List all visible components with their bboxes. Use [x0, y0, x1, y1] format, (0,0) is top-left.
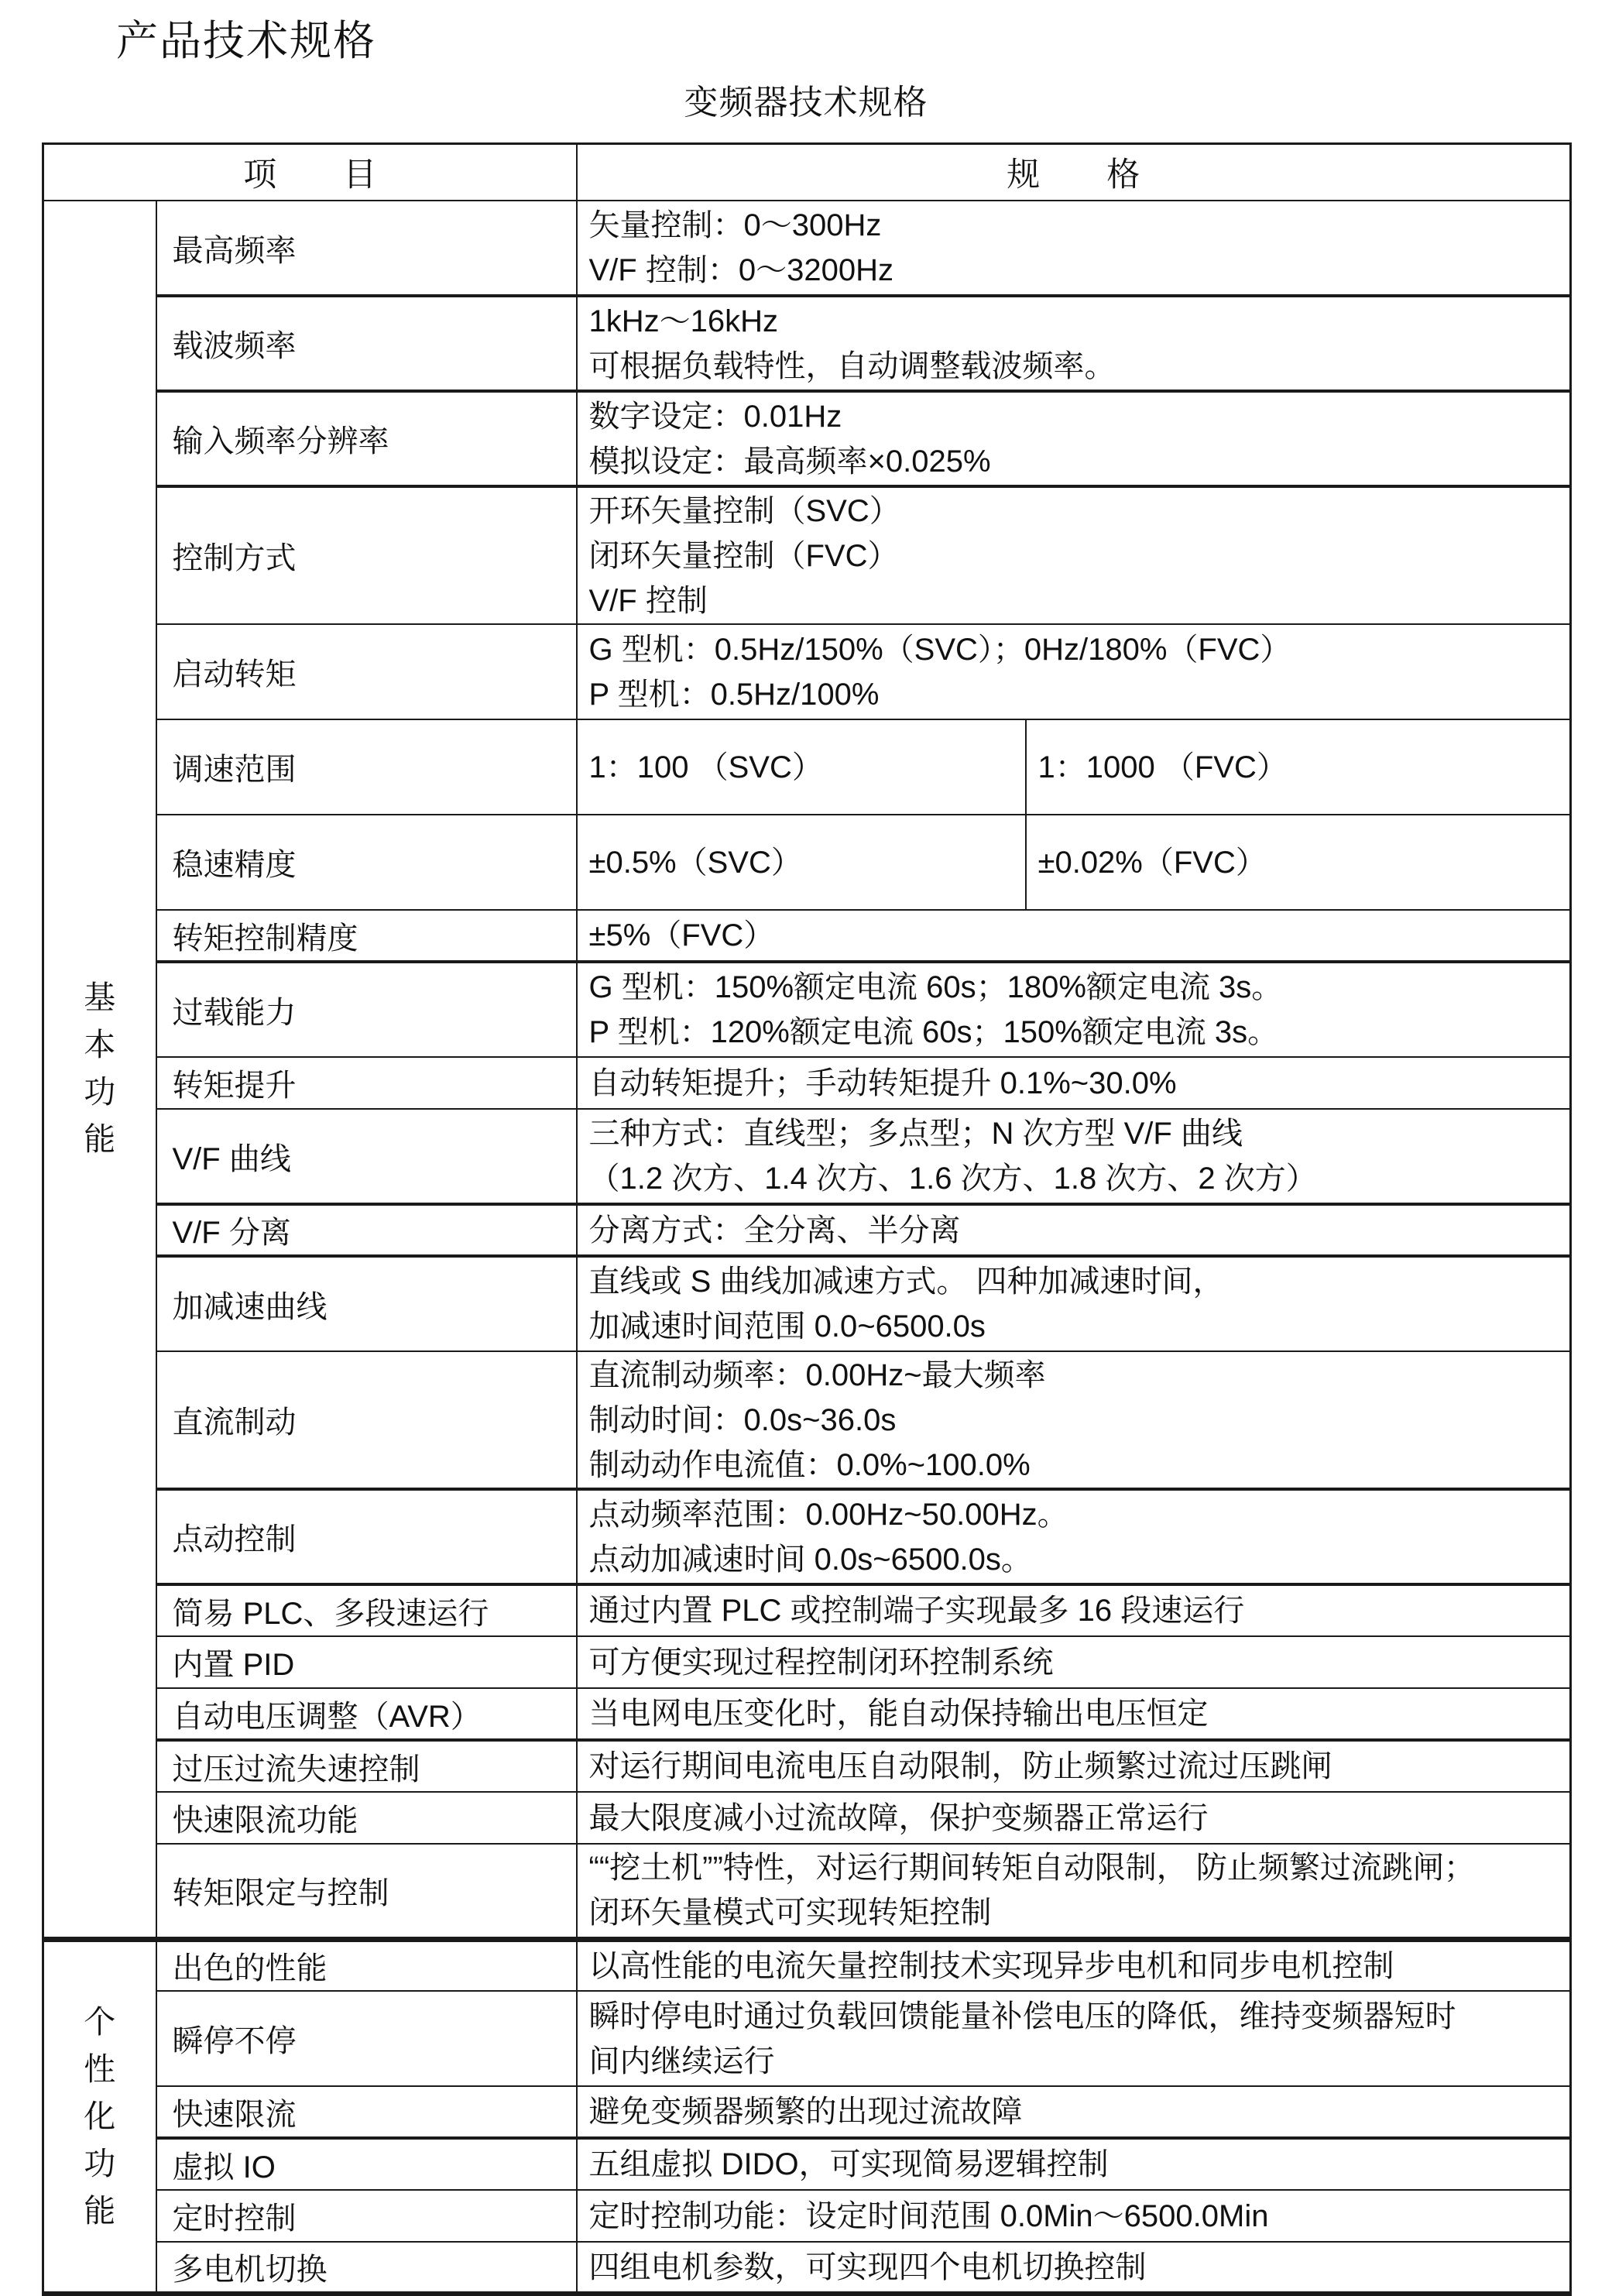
table-row [43, 2086, 1571, 2138]
table-row [43, 1256, 1571, 1351]
row-item-cell: 出色的性能 [156, 1939, 577, 1991]
row-spec-cell [577, 962, 1571, 1057]
spec-line: 加减速时间范围 0.0~6500.0s [588, 1309, 986, 1344]
table-row [43, 391, 1571, 486]
row-item-cell: 内置 PID [156, 1636, 577, 1688]
row-item-cell: 转矩提升 [156, 1057, 577, 1109]
group-label-char: 功 [84, 1074, 116, 1110]
spec-line: 五组虚拟 DIDO，可实现简易逻辑控制 [588, 2147, 1109, 2181]
spec-line: 当电网电压变化时，能自动保持输出电压恒定 [588, 1697, 1209, 1731]
table-row [43, 1204, 1571, 1256]
table-row [43, 1792, 1571, 1844]
spec-line: 矢量控制：0～300Hz [588, 208, 882, 242]
row-spec-cell [577, 1844, 1571, 1939]
table-body [43, 201, 1571, 2294]
row-spec-cell [577, 1204, 1571, 1256]
spec-line: 以高性能的电流矢量控制技术实现异步电机和同步电机控制 [588, 1948, 1394, 1983]
spec-line: 直线或 S 曲线加减速方式。 四种加减速时间， [588, 1265, 1224, 1299]
row-item-cell: 多电机切换 [156, 2242, 577, 2294]
spec-line: 避免变频器频繁的出现过流故障 [588, 2095, 1023, 2129]
table-row [43, 910, 1571, 962]
group-label-char: 化 [84, 2098, 116, 2134]
group-label-char: 性 [84, 2051, 116, 2087]
spec-line: 三种方式：直线型；多点型；N 次方型 V/F 曲线 [588, 1117, 1243, 1151]
spec-line: 瞬时停电时通过负载回馈能量补偿电压的降低，维持变频器短时 [588, 1999, 1456, 2033]
row-spec-cell [577, 815, 1026, 910]
spec-line: G 型机：0.5Hz/150%（SVC）；0Hz/180%（FVC） [588, 632, 1291, 667]
group-cell-basic-functions [43, 201, 156, 1939]
row-spec-cell [577, 2242, 1571, 2294]
row-spec-cell [577, 1584, 1571, 1636]
table-row [43, 962, 1571, 1057]
table-row [43, 1939, 1571, 1991]
spec-line: 1：100 （SVC） [588, 750, 823, 784]
row-item-cell: 启动转矩 [156, 624, 577, 719]
row-item-cell: 瞬停不停 [156, 1991, 577, 2086]
spec-line: 自动转矩提升；手动转矩提升 0.1%~30.0% [588, 1066, 1177, 1100]
spec-line: 开环矢量控制（SVC） [588, 493, 900, 528]
spec-line: 1：1000 （FVC） [1038, 750, 1288, 784]
row-spec-cell [577, 1057, 1571, 1109]
row-spec-cell [577, 2190, 1571, 2242]
spec-line: 对运行期间电流电压自动限制，防止频繁过流过压跳闸 [588, 1749, 1332, 1783]
row-spec-cell [577, 1991, 1571, 2086]
group-label-char: 本 [84, 1027, 116, 1063]
spec-line: 点动频率范围：0.00Hz~50.00Hz。 [588, 1497, 1068, 1532]
row-item-cell: 点动控制 [156, 1489, 577, 1584]
row-spec-cell [577, 1109, 1571, 1204]
row-spec-cell [577, 719, 1026, 815]
row-item-cell: 自动电压调整（AVR） [156, 1688, 577, 1740]
row-item-cell: 过载能力 [156, 962, 577, 1057]
spec-line: 制动动作电流值：0.0%~100.0% [588, 1447, 1031, 1482]
row-item-cell: 直流制动 [156, 1351, 577, 1489]
table-row [43, 1351, 1571, 1489]
row-spec-cell [577, 486, 1571, 624]
spec-line: 模拟设定：最高频率×0.025% [588, 444, 991, 479]
table-row [43, 1844, 1571, 1939]
table-row [43, 815, 1571, 910]
table-caption: 变频器技术规格 [684, 84, 928, 122]
spec-line: 分离方式：全分离、半分离 [588, 1213, 961, 1248]
row-item-cell: 过压过流失速控制 [156, 1740, 577, 1792]
row-spec-cell [577, 201, 1571, 296]
table-row [43, 1584, 1571, 1636]
table-row [43, 2138, 1571, 2190]
spec-line: ±5%（FVC） [588, 918, 775, 952]
spec-line: V/F 控制 [588, 583, 708, 618]
row-item-cell: 输入频率分辨率 [156, 391, 577, 486]
page-title: 产品技术规格 [116, 18, 376, 64]
group-label-char: 能 [84, 1121, 116, 1158]
table-header-row [43, 144, 1571, 201]
table-row [43, 1057, 1571, 1109]
row-item-cell: 调速范围 [156, 719, 577, 815]
header-item-cell: 项 目 [43, 144, 577, 201]
table-row [43, 296, 1571, 391]
spec-line: 可方便实现过程控制闭环控制系统 [588, 1645, 1054, 1680]
row-item-cell: 快速限流 [156, 2086, 577, 2138]
spec-line: 定时控制功能：设定时间范围 0.0Min～6500.0Min [588, 2198, 1269, 2233]
spec-line: V/F 控制：0～3200Hz [588, 253, 893, 287]
spec-line: 通过内置 PLC 或控制端子实现最多 16 段速运行 [588, 1594, 1245, 1628]
spec-line: G 型机：150%额定电流 60s；180%额定电流 3s。 [588, 970, 1283, 1004]
row-spec-cell [577, 1489, 1571, 1584]
group-label-char: 能 [84, 2192, 116, 2229]
row-spec-cell [1026, 719, 1571, 815]
row-spec-cell [577, 391, 1571, 486]
table-row [43, 719, 1571, 815]
row-spec-cell [577, 1939, 1571, 1991]
row-spec-cell [577, 910, 1571, 962]
row-item-cell: 简易 PLC、多段速运行 [156, 1584, 577, 1636]
spec-line: 四组电机参数，可实现四个电机切换控制 [588, 2250, 1147, 2284]
row-item-cell: 转矩控制精度 [156, 910, 577, 962]
row-spec-cell [577, 1636, 1571, 1688]
group-cell-personalized-functions [43, 1939, 156, 2294]
spec-line: 点动加减速时间 0.0s~6500.0s。 [588, 1542, 1032, 1577]
spec-line: ±0.5%（SVC） [588, 845, 802, 880]
table-row [43, 1636, 1571, 1688]
row-item-cell: 最高频率 [156, 201, 577, 296]
row-item-cell: 快速限流功能 [156, 1792, 577, 1844]
row-item-cell: 载波频率 [156, 296, 577, 391]
row-spec-cell [577, 1351, 1571, 1489]
row-item-cell: V/F 曲线 [156, 1109, 577, 1204]
row-item-cell: 加减速曲线 [156, 1256, 577, 1351]
spec-table [42, 142, 1572, 2296]
row-spec-cell [577, 624, 1571, 719]
row-spec-cell [577, 1256, 1571, 1351]
spec-line: 间内继续运行 [588, 2044, 775, 2078]
row-spec-cell [577, 1740, 1571, 1792]
table-row [43, 2242, 1571, 2294]
spec-line: （1.2 次方、1.4 次方、1.6 次方、1.8 次方、2 次方） [588, 1162, 1317, 1196]
spec-line: 闭环矢量模式可实现转矩控制 [588, 1896, 992, 1930]
table-row [43, 486, 1571, 624]
spec-line: 最大限度减小过流故障，保护变频器正常运行 [588, 1800, 1209, 1835]
row-spec-cell [577, 296, 1571, 391]
spec-line: 闭环矢量控制（FVC） [588, 538, 899, 573]
table-row [43, 624, 1571, 719]
group-label-char: 基 [84, 980, 116, 1016]
row-item-cell: 虚拟 IO [156, 2138, 577, 2190]
spec-line: P 型机：0.5Hz/100% [588, 677, 880, 712]
group-label-char: 个 [84, 2003, 116, 2040]
table-row [43, 1991, 1571, 2086]
spec-line: 制动时间：0.0s~36.0s [588, 1402, 897, 1437]
spec-line: 1kHz～16kHz [588, 304, 779, 338]
spec-line: 数字设定：0.01Hz [588, 399, 842, 434]
table-row [43, 2190, 1571, 2242]
row-item-cell: 控制方式 [156, 486, 577, 624]
group-label-char: 功 [84, 2145, 116, 2181]
row-spec-cell [577, 2138, 1571, 2190]
spec-line: 可根据负载特性，自动调整载波频率。 [588, 348, 1116, 383]
table-row [43, 1740, 1571, 1792]
row-spec-cell [577, 1792, 1571, 1844]
row-item-cell: 定时控制 [156, 2190, 577, 2242]
table-row [43, 1109, 1571, 1204]
spec-line: P 型机：120%额定电流 60s；150%额定电流 3s。 [588, 1015, 1279, 1049]
table-row [43, 1688, 1571, 1740]
row-spec-cell [577, 1688, 1571, 1740]
row-spec-cell [1026, 815, 1571, 910]
row-item-cell: 稳速精度 [156, 815, 577, 910]
row-spec-cell [577, 2086, 1571, 2138]
row-item-cell: V/F 分离 [156, 1204, 577, 1256]
spec-line: ±0.02%（FVC） [1038, 845, 1267, 880]
spec-line: ““挖土机””特性，对运行期间转矩自动限制， 防止频繁过流跳闸； [588, 1851, 1475, 1886]
header-spec-cell: 规 格 [577, 144, 1571, 201]
spec-line: 直流制动频率：0.00Hz~最大频率 [588, 1357, 1046, 1392]
table-row [43, 201, 1571, 296]
row-item-cell: 转矩限定与控制 [156, 1844, 577, 1939]
table-row [43, 1489, 1571, 1584]
